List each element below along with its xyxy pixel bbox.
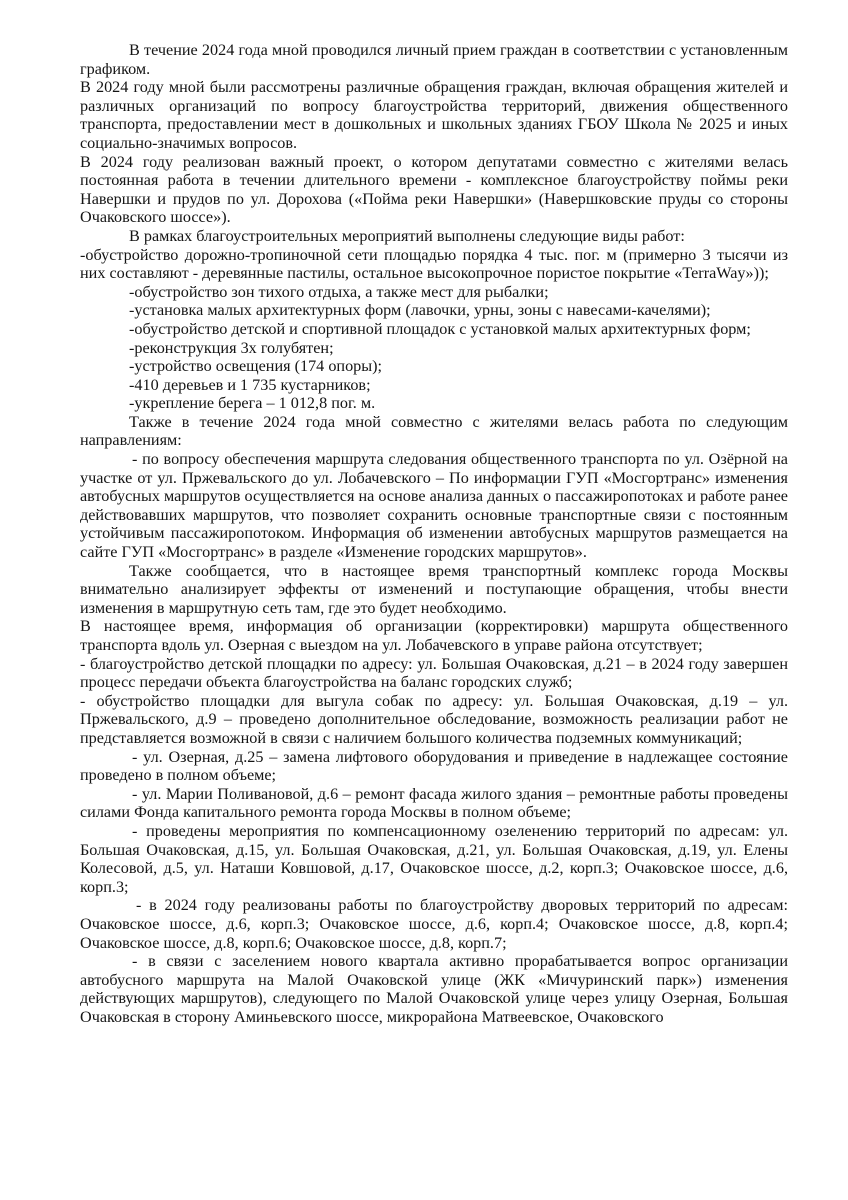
list-item-facade: - ул. Марии Поливановой, д.6 – ремонт фасада жилого здания – ремонтные работы проведены силами Фонда капитального ремонта города Москвы в полном объеме;: [80, 784, 788, 822]
list-item-dog-area: - обустройство площадки для выгула собак по адресу: ул. Большая Очаковская, д.19 – ул. Пржевальского, д.9 – проведено дополнительное обследование, возможность реализации работ не представляется возможной в связи с наличием большого количества подземных коммуникаций;: [80, 691, 788, 747]
paragraph-works-intro: В рамках благоустроительных мероприятий выполнены следующие виды работ:: [129, 226, 685, 245]
list-item-bus-route: - в связи с заселением нового квартала активно прорабатывается вопрос организации автобусного маршрута на Малой Очаковской улице (ЖК «Мичуринский парк») изменения действующих маршрутов), следующего по Малой Очаковской улице через улицу Озерная, Большая Очаковская в сторону Аминьевского шоссе, микрорайона Матвеевское, Очаковского: [80, 952, 788, 1026]
list-item-paths: -обустройство дорожно-тропиночной сети площадью порядка 4 тыс. пог. м (примерно 3 тысячи из них составляют - деревянные пастилы, остальное высокопрочное пористое покрытие «TerraWay»));: [80, 245, 788, 283]
list-item-greening: - проведены мероприятия по компенсационному озеленению территорий по адресам: ул. Большая Очаковская, д.15, ул. Большая Очаковская, д.21, ул. Большая Очаковская, д.19, ул. Елены Колесовой, д.5, ул. Наташи Ковшовой, д.17, Очаковское шоссе, д.2, корп.3; Очаковское шоссе, д.6, корп.3;: [80, 821, 788, 896]
paragraph-citizen-appeals: В 2024 году мной были рассмотрены различные обращения граждан, включая обращения жителей и различных организаций по вопросу благоустройства территорий, движения общественного транспорта, предоставлении мест в дошкольных и школьных зданиях ГБОУ Школа № 2025 и иных социально-значимых вопросов.: [80, 78, 788, 152]
paragraph-floodplain-project: В 2024 году реализован важный проект, о котором депутатами совместно с жителями велась постоянная работа в течении длительного времени - комплексное благоустройству поймы реки Навершки и прудов по ул. Дорохова («Пойма реки Навершки» (Навершковские пруды со стороны Очаковского шоссе»).: [80, 152, 788, 227]
list-item-trees: -410 деревьев и 1 735 кустарников;: [129, 375, 371, 394]
list-item-quiet-zones: -обустройство зон тихого отдыха, а также мест для рыбалки;: [129, 282, 549, 301]
list-item-dovecotes: -реконструкция 3х голубятен;: [129, 338, 334, 357]
list-item-lighting: -устройство освещения (174 опоры);: [129, 357, 383, 376]
paragraph-transport-route: - по вопросу обеспечения маршрута следования общественного транспорта по ул. Озёрной на участке от ул. Пржевальского до ул. Лобачевского – По информации ГУП «Мосгортранс» изменения автобусных маршрутов осуществляется на основе анализа данных о пассажиропотоках и работе ранее действовавших маршрутов, что позволяет сохранить основные транспортные связи с постоянным устойчивым пассажиропотоком. Информация об изменении автобусных маршрутов размещается на сайте ГУП «Мосгортранс» в разделе «Изменение городских маршрутов».: [80, 450, 788, 562]
list-item-small-forms: -установка малых архитектурных форм (лавочки, урны, зоны с навесами-качелями);: [129, 301, 711, 320]
paragraph-directions-intro: Также в течение 2024 года мной совместно с жителями велась работа по следующим направлениям:: [80, 412, 788, 450]
paragraph-transport-analysis: Также сообщается, что в настоящее время транспортный комплекс города Москвы внимательно анализирует эффекты от изменений и поступающие обращения, чтобы внести изменения в маршрутную сеть там, где это будет необходимо.: [80, 561, 788, 617]
list-item-kids-playground: - благоустройство детской площадки по адресу: ул. Большая Очаковская, д.21 – в 2024 году завершен процесс передачи объекта благоустройства на баланс городских служб;: [80, 654, 788, 692]
list-item-shore: -укрепление берега – 1 012,8 пог. м.: [129, 394, 376, 413]
paragraph-personal-reception: В течение 2024 года мной проводился личный прием граждан в соответствии с установленным графиком.: [80, 41, 788, 78]
list-item-playgrounds: -обустройство детской и спортивной площадок с установкой малых архитектурных форм;: [129, 319, 751, 338]
list-item-elevator: - ул. Озерная, д.25 – замена лифтового оборудования и приведение в надлежащее состояние проведено в полном объеме;: [80, 747, 788, 785]
list-item-yards: - в 2024 году реализованы работы по благоустройству дворовых территорий по адресам: Очаковское шоссе, д.6, корп.3; Очаковское шоссе, д.6, корп.4; Очаковское шоссе, д.8, корп.4; Очаковское шоссе, д.8, корп.6; Очаковское шоссе, д.8, корп.7;: [80, 896, 788, 952]
paragraph-route-info-absent: В настоящее время, информация об организации (корректировки) маршрута общественного транспорта вдоль ул. Озерная с выездом на ул. Лобачевского в управе района отсутствует;: [80, 617, 788, 654]
